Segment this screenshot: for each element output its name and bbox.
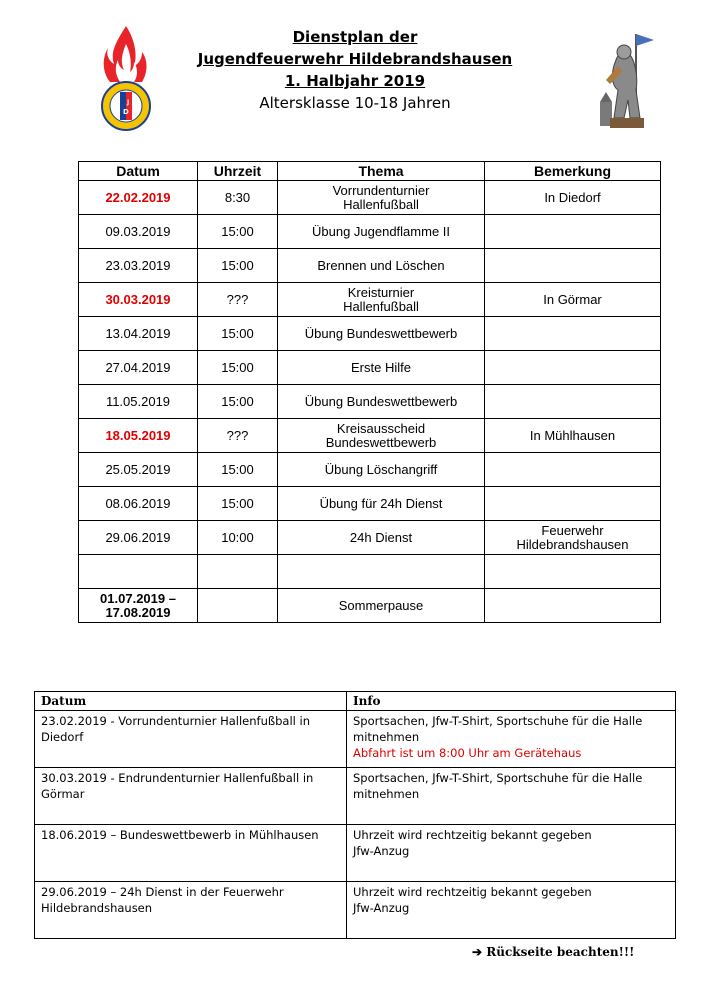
cell-uhrzeit <box>198 555 278 589</box>
info-body <box>35 711 676 939</box>
cell-uhrzeit-text: 15:00 <box>221 461 254 477</box>
schedule-row <box>79 249 661 283</box>
document-header <box>0 26 710 114</box>
cell-datum-text: 30.03.2019 <box>105 291 171 307</box>
cell-datum-text: 08.06.2019 <box>105 495 171 511</box>
cell-uhrzeit <box>198 419 278 453</box>
schedule-table <box>78 161 661 623</box>
cell-bemerkung <box>485 453 661 487</box>
cell-thema <box>278 215 485 249</box>
cell-thema-text: Übung Bundeswettbewerb <box>304 393 458 409</box>
cell-thema-text: Übung für 24h Dienst <box>319 495 443 511</box>
schedule-row <box>79 317 661 351</box>
cell-uhrzeit-text: 15:00 <box>221 359 254 375</box>
cell-thema <box>278 521 485 555</box>
cell-bemerkung <box>485 419 661 453</box>
cell-bemerkung-text: Hildebrandshausen <box>516 536 629 552</box>
cell-thema-text: Hallenfußball <box>343 196 419 212</box>
cell-datum <box>79 419 198 453</box>
info-text: Sportsachen, Jfw-T-Shirt, Sportschuhe für die Halle mitnehmen <box>353 771 643 801</box>
cell-datum-text: 23.03.2019 <box>105 257 171 273</box>
cell-thema <box>278 283 485 317</box>
schedule-row <box>79 385 661 419</box>
cell-datum <box>79 487 198 521</box>
cell-bemerkung-text: Feuerwehr <box>541 522 604 538</box>
cell-thema <box>278 419 485 453</box>
info-datum-text: 18.06.2019 – Bundeswettbewerb in Mühlhausen <box>41 828 319 842</box>
cell-thema <box>278 453 485 487</box>
schedule-row <box>79 215 661 249</box>
cell-uhrzeit <box>198 453 278 487</box>
cell-datum-text: 01.07.2019 – <box>100 590 176 606</box>
cell-bemerkung <box>485 385 661 419</box>
title-line-3: 1. Halbjahr 2019 <box>284 72 426 90</box>
cell-uhrzeit <box>198 283 278 317</box>
info-text-2: Jfw-Anzug <box>353 901 410 915</box>
cell-bemerkung <box>485 283 661 317</box>
info-cell-info <box>347 768 676 825</box>
cell-bemerkung-text: In Mühlhausen <box>529 427 616 443</box>
schedule-row <box>79 283 661 317</box>
cell-datum <box>79 249 198 283</box>
info-cell-datum <box>35 768 347 825</box>
arrow-right-icon: ➔ <box>472 945 483 959</box>
cell-thema <box>278 487 485 521</box>
header-bemerkung: Bemerkung <box>485 162 661 181</box>
svg-text:J: J <box>127 99 130 106</box>
info-cell-datum <box>35 711 347 768</box>
cell-bemerkung <box>485 589 661 623</box>
cell-thema-text: Übung Jugendflamme II <box>311 223 451 239</box>
cell-thema-text: Erste Hilfe <box>351 359 411 375</box>
info-row <box>35 711 676 768</box>
cell-thema-text: Sommerpause <box>338 597 424 613</box>
info-row <box>35 768 676 825</box>
cell-datum-text: 13.04.2019 <box>105 325 171 341</box>
cell-uhrzeit <box>198 487 278 521</box>
cell-uhrzeit <box>198 521 278 555</box>
schedule-row <box>79 521 661 555</box>
cell-bemerkung <box>485 181 661 215</box>
schedule-row <box>79 181 661 215</box>
info-text: Sportsachen, Jfw-T-Shirt, Sportschuhe für die Halle mitnehmen <box>353 714 643 744</box>
info-cell-datum <box>35 825 347 882</box>
cell-thema-text: Übung Bundeswettbewerb <box>304 325 458 341</box>
cell-datum <box>79 589 198 623</box>
info-datum-text: 29.06.2019 – 24h Dienst in der Feuerwehr Hildebrandshausen <box>41 885 284 915</box>
schedule-row <box>79 453 661 487</box>
cell-thema <box>278 181 485 215</box>
cell-uhrzeit <box>198 181 278 215</box>
cell-bemerkung <box>485 215 661 249</box>
header-thema: Thema <box>278 162 485 181</box>
cell-uhrzeit-text: 15:00 <box>221 495 254 511</box>
cell-datum <box>79 351 198 385</box>
cell-datum <box>79 385 198 419</box>
info-cell-datum <box>35 882 347 939</box>
cell-uhrzeit-text: ??? <box>226 291 249 307</box>
cell-bemerkung <box>485 317 661 351</box>
schedule-row <box>79 487 661 521</box>
cell-datum-text: 25.05.2019 <box>105 461 171 477</box>
cell-datum <box>79 453 198 487</box>
cell-bemerkung <box>485 249 661 283</box>
info-header-datum: Datum <box>35 692 347 711</box>
cell-datum <box>79 521 198 555</box>
info-text: Uhrzeit wird rechtzeitig bekannt gegeben <box>353 828 592 842</box>
info-row <box>35 825 676 882</box>
back-page-text: Rückseite beachten!!! <box>486 945 635 959</box>
info-header-row <box>35 692 676 711</box>
cell-thema-text: Kreisturnier <box>347 284 415 300</box>
header-datum: Datum <box>79 162 198 181</box>
cell-bemerkung-text: In Diedorf <box>544 189 601 205</box>
header-uhrzeit: Uhrzeit <box>198 162 278 181</box>
schedule-row <box>79 555 661 589</box>
cell-thema <box>278 249 485 283</box>
cell-datum-text: 18.05.2019 <box>105 427 171 443</box>
cell-uhrzeit-text: 15:00 <box>221 393 254 409</box>
info-datum-text: 23.02.2019 - Vorrundenturnier Hallenfußball in Diedorf <box>41 714 310 744</box>
cell-datum <box>79 215 198 249</box>
cell-bemerkung <box>485 487 661 521</box>
info-cell-info <box>347 825 676 882</box>
schedule-row <box>79 351 661 385</box>
cell-datum <box>79 181 198 215</box>
info-red-note: Abfahrt ist um 8:00 Uhr am Gerätehaus <box>353 746 582 760</box>
title-line-1: Dienstplan der <box>292 28 418 46</box>
cell-uhrzeit-text: 15:00 <box>221 257 254 273</box>
cell-uhrzeit <box>198 215 278 249</box>
cell-datum <box>79 283 198 317</box>
cell-uhrzeit-text: ??? <box>226 427 249 443</box>
cell-thema-text: Übung Löschangriff <box>324 461 438 477</box>
info-cell-info <box>347 711 676 768</box>
cell-bemerkung-text: In Görmar <box>543 291 602 307</box>
info-text: Uhrzeit wird rechtzeitig bekannt gegeben <box>353 885 592 899</box>
cell-thema <box>278 317 485 351</box>
cell-uhrzeit <box>198 317 278 351</box>
cell-uhrzeit-text: 15:00 <box>221 223 254 239</box>
info-datum-text: 30.03.2019 - Endrundenturnier Hallenfußball in Görmar <box>41 771 314 801</box>
cell-bemerkung <box>485 521 661 555</box>
cell-uhrzeit-text: 10:00 <box>221 529 254 545</box>
info-row <box>35 882 676 939</box>
cell-uhrzeit <box>198 351 278 385</box>
cell-datum <box>79 555 198 589</box>
svg-text:D: D <box>123 108 129 116</box>
info-text-2: Jfw-Anzug <box>353 844 410 858</box>
cell-datum-text: 29.06.2019 <box>105 529 171 545</box>
cell-datum-text: 22.02.2019 <box>105 189 171 205</box>
cell-thema-text: 24h Dienst <box>349 529 413 545</box>
cell-thema-text: Hallenfußball <box>343 298 419 314</box>
cell-datum-text: 17.08.2019 <box>105 604 171 620</box>
cell-thema-text: Bundeswettbewerb <box>325 434 437 450</box>
cell-bemerkung <box>485 351 661 385</box>
cell-datum-text: 09.03.2019 <box>105 223 171 239</box>
title-line-2: Jugendfeuerwehr Hildebrandshausen <box>197 50 513 68</box>
cell-uhrzeit-text: 15:00 <box>221 325 254 341</box>
info-table <box>34 691 676 939</box>
cell-thema-text: Kreisausscheid <box>336 420 426 436</box>
info-header-info: Info <box>347 692 676 711</box>
schedule-row <box>79 589 661 623</box>
cell-uhrzeit <box>198 249 278 283</box>
cell-bemerkung <box>485 555 661 589</box>
cell-uhrzeit <box>198 589 278 623</box>
cell-datum-text: 27.04.2019 <box>105 359 171 375</box>
cell-thema <box>278 555 485 589</box>
cell-uhrzeit <box>198 385 278 419</box>
info-cell-info <box>347 882 676 939</box>
cell-uhrzeit-text: 8:30 <box>224 189 251 205</box>
cell-thema-text: Vorrundenturnier <box>332 182 430 198</box>
schedule-header-row <box>79 162 661 181</box>
cell-datum <box>79 317 198 351</box>
cell-thema <box>278 351 485 385</box>
schedule-body <box>79 181 661 623</box>
cell-thema <box>278 385 485 419</box>
age-class: Altersklasse 10-18 Jahren <box>259 94 451 112</box>
back-page-note <box>472 945 634 959</box>
cell-datum-text: 11.05.2019 <box>105 393 171 409</box>
schedule-row <box>79 419 661 453</box>
cell-thema-text: Brennen und Löschen <box>317 257 445 273</box>
cell-thema <box>278 589 485 623</box>
